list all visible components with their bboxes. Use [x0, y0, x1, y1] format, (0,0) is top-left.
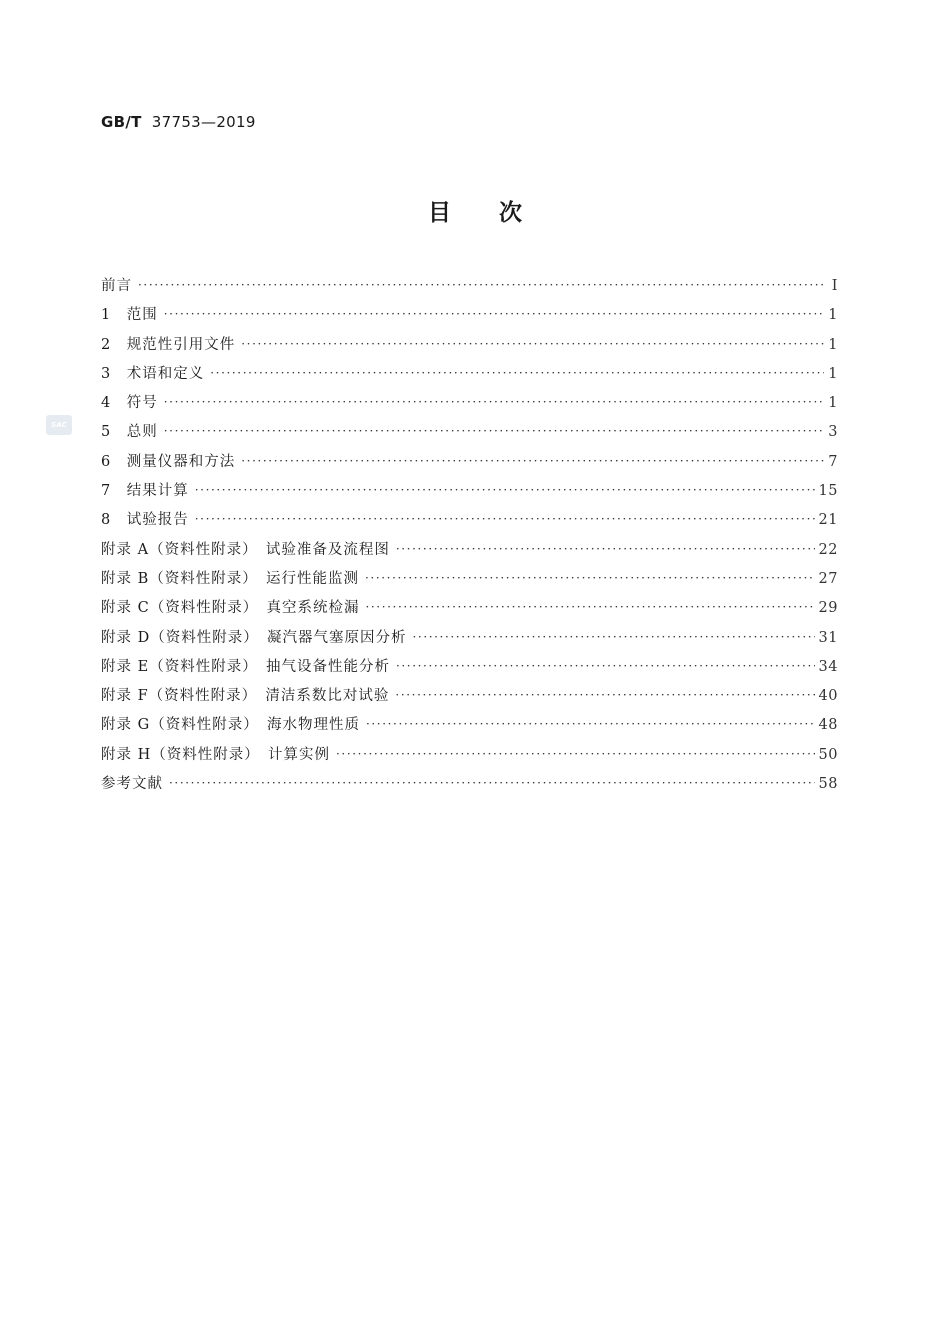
toc-entry-page-number: 22 [818, 541, 838, 558]
toc-dot-leader [412, 630, 814, 644]
toc-entry-page-number: 50 [818, 746, 838, 763]
toc-entry[interactable] [101, 655, 838, 684]
toc-entry-page-number: 15 [818, 483, 838, 500]
toc-entry[interactable] [101, 479, 838, 508]
table-of-contents [101, 274, 838, 801]
toc-entry-page-number: 29 [818, 600, 838, 617]
toc-entry-label: 附录 D（资料性附录） 凝汽器气塞原因分析 [101, 629, 407, 646]
page-title: 目次 [428, 200, 570, 226]
toc-entry[interactable] [101, 303, 838, 332]
toc-entry-label: 附录 A（资料性附录） 试验准备及流程图 [101, 541, 390, 558]
toc-entry-label: 1 范围 [101, 307, 158, 324]
toc-entry-page-number: 34 [818, 658, 838, 675]
toc-dot-leader [396, 659, 815, 673]
standard-prefix: GB/T [101, 113, 142, 131]
toc-entry-label: 3 术语和定义 [101, 365, 205, 382]
standard-number [101, 113, 256, 131]
toc-entry[interactable] [101, 626, 838, 655]
toc-entry-page-number: 1 [828, 395, 838, 412]
standard-code: 37753—2019 [151, 113, 256, 131]
toc-entry[interactable] [101, 450, 838, 479]
toc-entry-page-number: 27 [818, 570, 838, 587]
toc-dot-leader [210, 366, 824, 380]
toc-entry-page-number: 7 [828, 453, 838, 470]
toc-entry-label: 附录 E（资料性附录） 抽气设备性能分析 [101, 658, 390, 675]
toc-dot-leader [241, 454, 824, 468]
toc-entry-label: 附录 B（资料性附录） 运行性能监测 [101, 570, 360, 587]
toc-dot-leader [169, 776, 815, 790]
toc-entry-page-number: 1 [828, 307, 838, 324]
toc-entry[interactable] [101, 567, 838, 596]
toc-entry-page-number: 1 [828, 365, 838, 382]
toc-entry-label: 附录 F（资料性附录） 清洁系数比对试验 [101, 688, 390, 705]
toc-dot-leader [365, 571, 815, 585]
toc-entry-label: 附录 G（资料性附录） 海水物理性质 [101, 717, 360, 734]
toc-dot-leader [164, 307, 824, 321]
toc-entry[interactable] [101, 538, 838, 567]
toc-entry[interactable] [101, 391, 838, 420]
toc-entry[interactable] [101, 743, 838, 772]
toc-dot-leader [396, 542, 815, 556]
toc-entry[interactable] [101, 508, 838, 537]
toc-entry-label: 6 测量仪器和方法 [101, 453, 236, 470]
toc-entry-page-number: 40 [818, 688, 838, 705]
toc-entry[interactable] [101, 362, 838, 391]
toc-dot-leader [195, 483, 815, 497]
toc-entry-page-number: 3 [828, 424, 838, 441]
toc-entry[interactable] [101, 684, 838, 713]
toc-dot-leader [241, 337, 824, 351]
toc-dot-leader [395, 688, 814, 702]
toc-entry-label: 参考文献 [101, 776, 163, 793]
toc-entry[interactable] [101, 713, 838, 742]
toc-entry-page-number: 31 [818, 629, 838, 646]
toc-dot-leader [336, 747, 815, 761]
toc-entry-label: 7 结果计算 [101, 483, 189, 500]
toc-entry-page-number: 58 [818, 776, 838, 793]
toc-entry-label: 附录 C（资料性附录） 真空系统检漏 [101, 600, 360, 617]
toc-entry-page-number: 21 [818, 512, 838, 529]
toc-entry-label: 5 总则 [101, 424, 158, 441]
toc-entry-page-number: I [831, 278, 838, 294]
toc-entry-label: 2 规范性引用文件 [101, 336, 236, 353]
toc-dot-leader [164, 395, 824, 409]
toc-entry-label: 8 试验报告 [101, 512, 189, 529]
toc-entry-label: 4 符号 [101, 395, 158, 412]
toc-entry[interactable] [101, 420, 838, 449]
toc-dot-leader [195, 512, 815, 526]
toc-entry[interactable] [101, 596, 838, 625]
toc-entry-label: 前言 [101, 278, 132, 294]
toc-dot-leader [138, 278, 824, 292]
toc-dot-leader [365, 600, 814, 614]
toc-dot-leader [366, 717, 815, 731]
toc-entry-page-number: 48 [818, 717, 838, 734]
toc-entry[interactable] [101, 772, 838, 801]
toc-entry[interactable] [101, 274, 838, 303]
toc-entry-label: 附录 H（资料性附录） 计算实例 [101, 746, 331, 763]
toc-entry-page-number: 1 [828, 336, 838, 353]
sac-watermark-logo: SAC [46, 415, 72, 435]
toc-dot-leader [164, 424, 824, 438]
toc-entry[interactable] [101, 333, 838, 362]
